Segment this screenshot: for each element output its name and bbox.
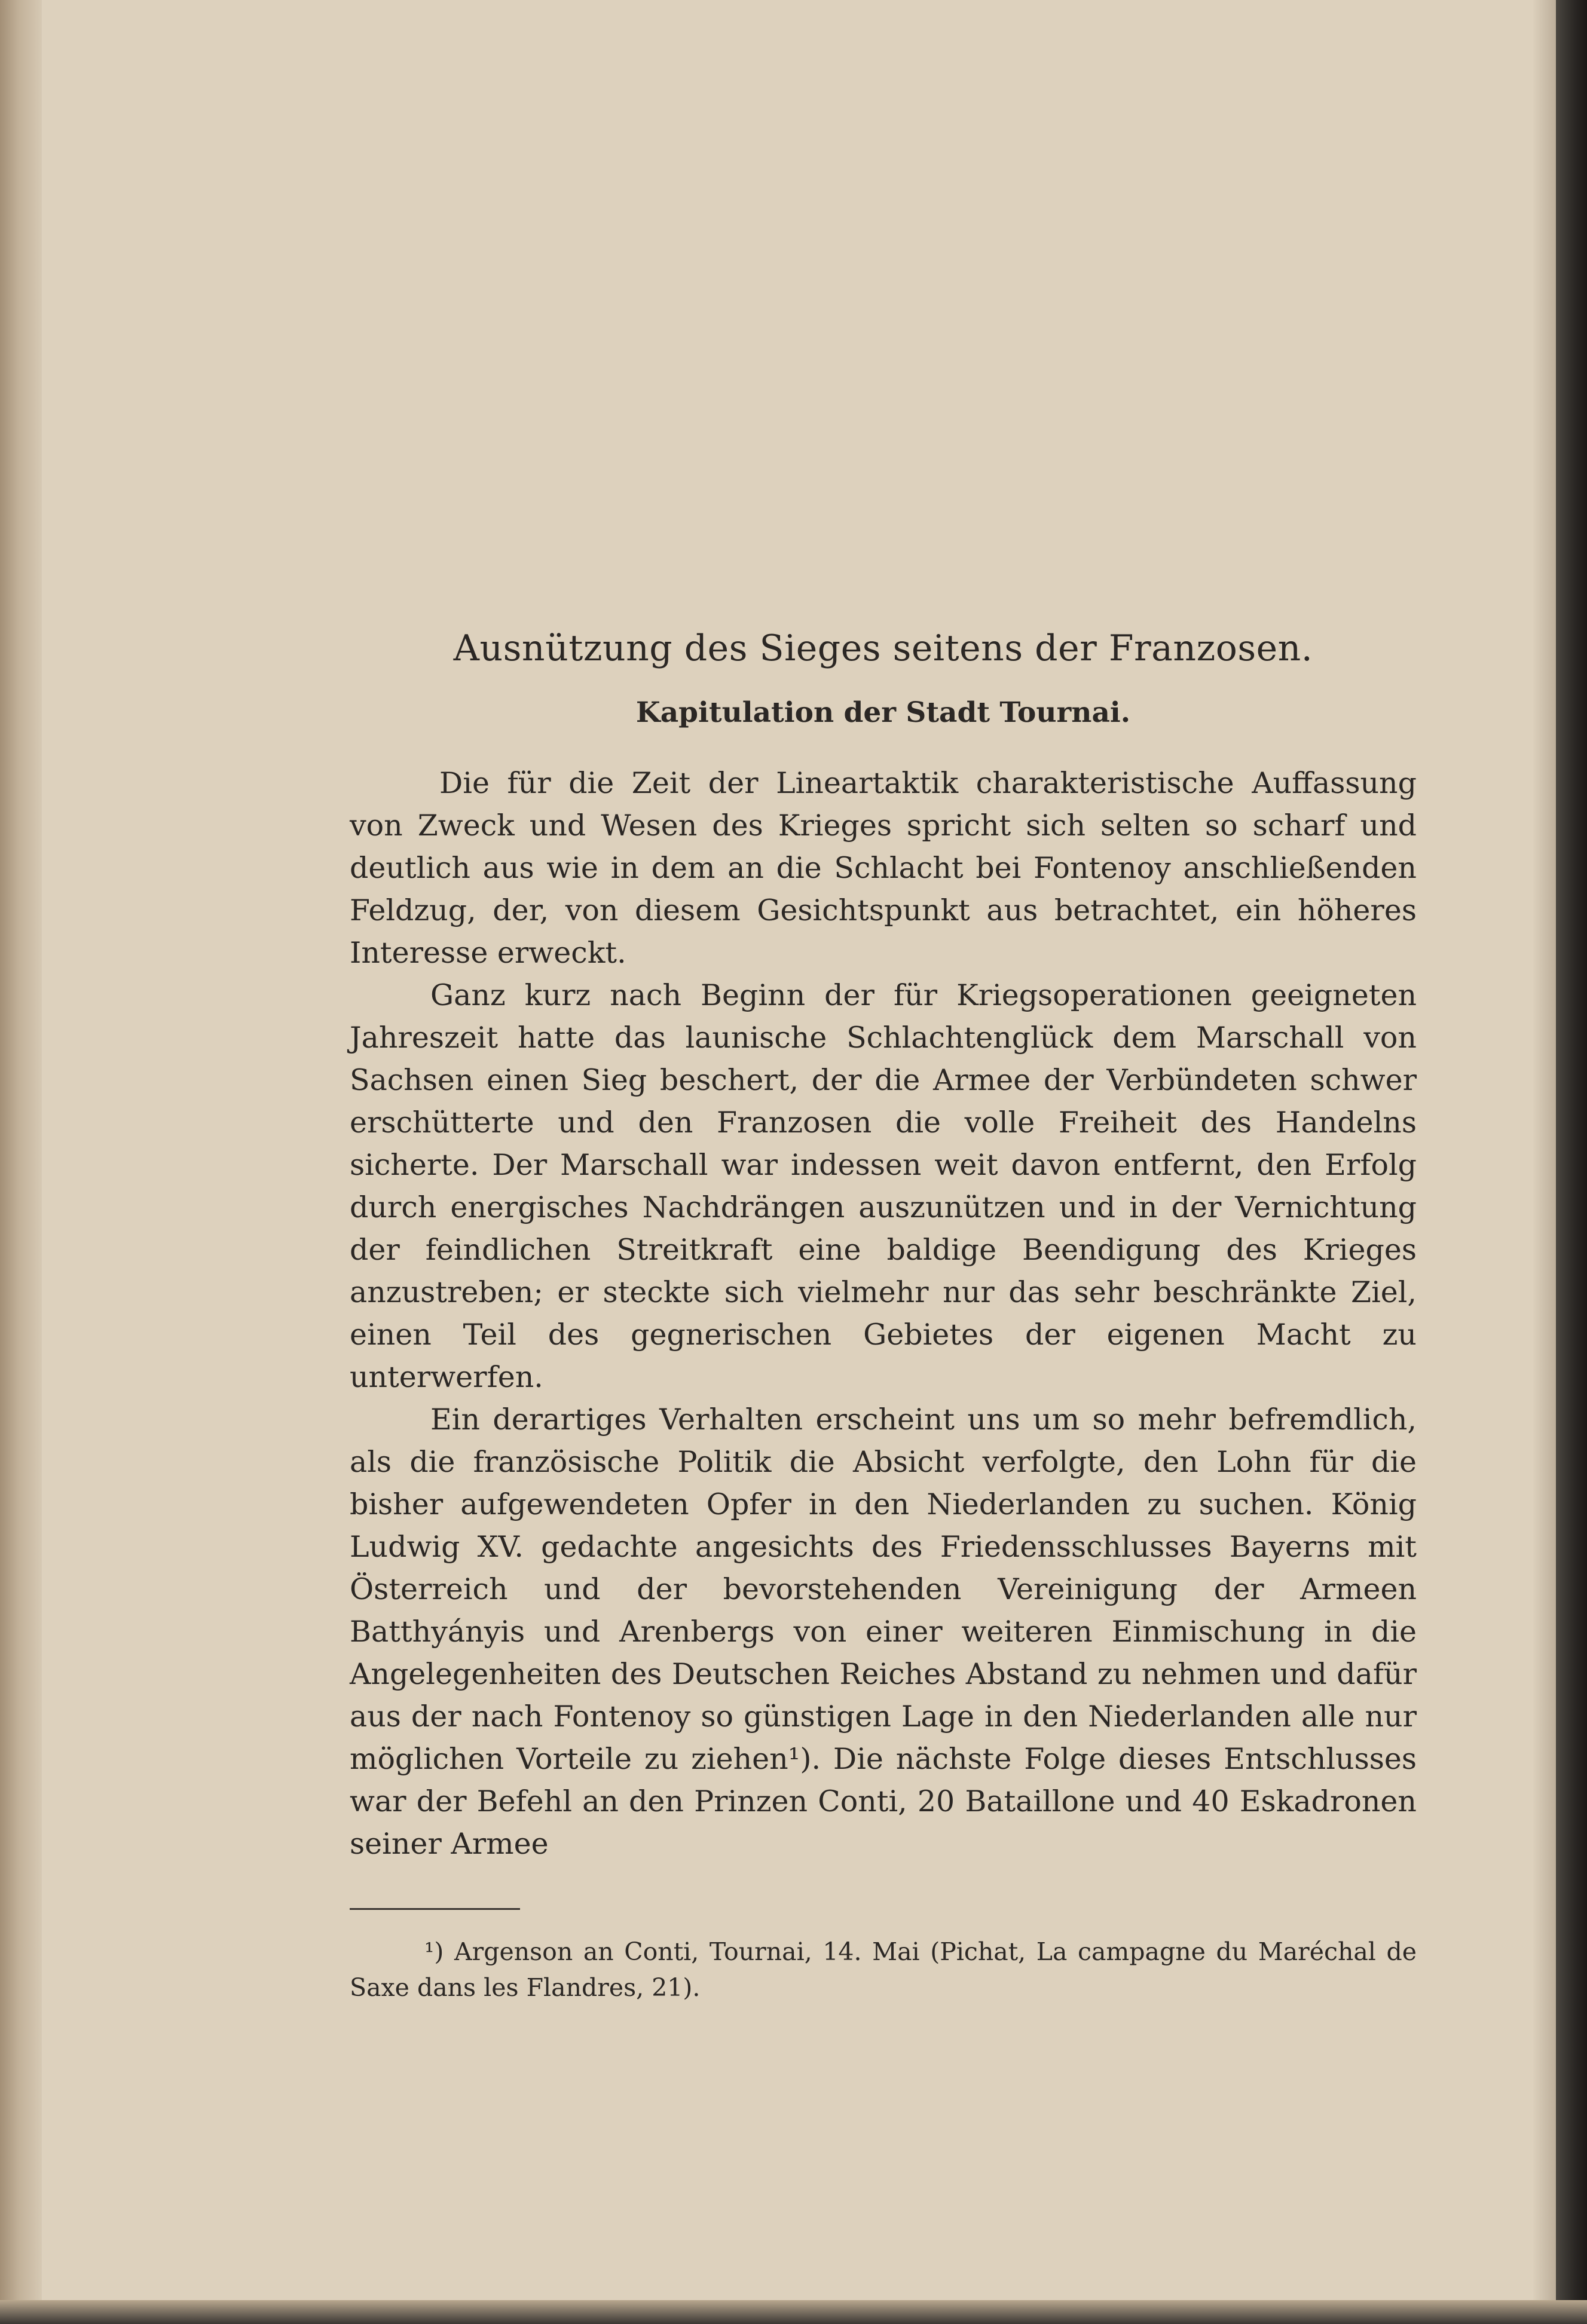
paragraph: Die für die Zeit der Lineartaktik charakteristische Auffassung von Zweck und Wesen des Krieges spricht sich selten so scharf und deutlich aus wie in dem an die Schlacht bei Fontenoy anschließenden Feldzug, der, von diesem Gesichtspunkt aus betrachtet, ein höheres Interesse erweckt. — [350, 766, 1417, 970]
body-text — [350, 762, 1417, 1865]
paragraph: Ganz kurz nach Beginn der für Kriegsoperationen geeigneten Jahreszeit hatte das launische Schlachtenglück dem Marschall von Sachsen einen Sieg beschert, der die Armee der Verbündeten schwer erschütterte und den Franzosen die volle Freiheit des Handelns sicherte. Der Marschall war indessen weit davon entfernt, den Erfolg durch energisches Nachdrängen auszunützen und in der Vernichtung der feindlichen Streitkraft eine baldige Beendigung des Krieges anzustreben; er steckte sich vielmehr nur das sehr beschränkte Ziel, einen Teil des gegnerischen Gebietes der eigenen Macht zu unterwerfen. — [350, 978, 1417, 1394]
book-spine — [0, 0, 42, 2324]
footnote: ¹) Argenson an Conti, Tournai, 14. Mai (Pichat, La campagne du Maréchal de Saxe dans les Flandres, 21). — [350, 1937, 1417, 2002]
section-title: Kapitulation der Stadt Tournai. — [635, 696, 1131, 729]
scan-border-right — [1556, 0, 1587, 2324]
scan-border-bottom — [0, 2300, 1587, 2324]
page-edge-shadow — [1532, 0, 1556, 2324]
paragraph: Ein derartiges Verhalten erscheint uns um so mehr befremdlich, als die französische Politik die Absicht verfolgte, den Lohn für die bisher aufgewendeten Opfer in den Niederlanden zu suchen. König Ludwig XV. gedachte angesichts des Friedensschlusses Bayerns mit Österreich und der bevorstehenden Vereinigung der Armeen Batthyányis und Arenbergs von einer weiteren Einmischung in die Angelegenheiten des Deutschen Reiches Abstand zu nehmen und dafür aus der nach Fontenoy so günstigen Lage in den Niederlanden alle nur möglichen Vorteile zu ziehen¹). Die nächste Folge dieses Entschlusses war der Befehl an den Prinzen Conti, 20 Bataillone und 40 Eskadronen seiner Armee — [350, 1403, 1417, 1861]
chapter-title: Ausnützung des Sieges seitens der Franzosen. — [453, 627, 1313, 669]
footnote-divider — [350, 1908, 520, 1910]
page-content — [350, 621, 1417, 2005]
